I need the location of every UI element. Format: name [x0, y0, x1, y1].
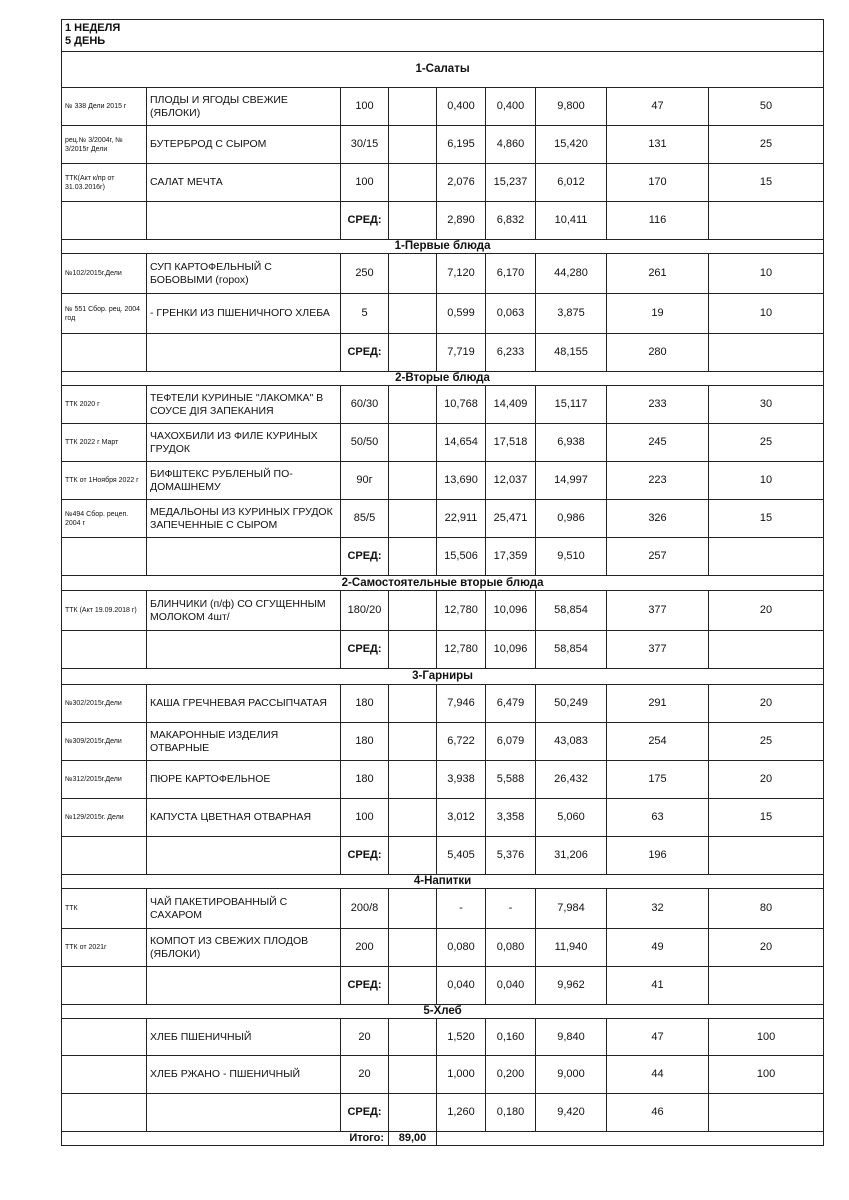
dish-name: ХЛЕБ ПШЕНИЧНЫЙ	[147, 1019, 341, 1056]
avg-proteins: 7,719	[437, 334, 486, 372]
price: 10	[709, 462, 824, 500]
average-row	[62, 1094, 824, 1132]
total-label-text: Итого:	[349, 1132, 384, 1144]
empty-cell	[62, 334, 147, 372]
recipe-ref: ТТК(Акт к/пр от 31.03.2016г)	[62, 164, 147, 202]
calories: 170	[607, 164, 709, 202]
average-label: СРЕД:	[341, 334, 389, 372]
fats: 12,037	[486, 462, 536, 500]
proteins: 0,400	[437, 88, 486, 126]
avg-fats: 0,180	[486, 1094, 536, 1132]
dish-name: САЛАТ МЕЧТА	[147, 164, 341, 202]
portion: 5	[341, 294, 389, 334]
empty-cell	[709, 538, 824, 576]
dish-row	[62, 799, 824, 837]
empty-cell	[709, 837, 824, 875]
calories: 44	[607, 1056, 709, 1094]
empty-cell	[62, 1094, 147, 1132]
portion: 180	[341, 761, 389, 799]
empty-cell	[389, 254, 437, 294]
empty-cell	[389, 685, 437, 723]
avg-calories: 377	[607, 631, 709, 669]
avg-calories: 196	[607, 837, 709, 875]
calories: 175	[607, 761, 709, 799]
price: 20	[709, 591, 824, 631]
dish-row	[62, 462, 824, 500]
avg-carbs: 9,420	[536, 1094, 607, 1132]
section-row	[62, 875, 824, 889]
week-label: 1 НЕДЕЛЯ	[65, 22, 121, 34]
empty-cell	[389, 126, 437, 164]
empty-cell	[389, 88, 437, 126]
section-row	[62, 372, 824, 386]
dish-row	[62, 254, 824, 294]
fats: 6,479	[486, 685, 536, 723]
fats: 0,200	[486, 1056, 536, 1094]
avg-carbs: 31,206	[536, 837, 607, 875]
empty-cell	[709, 202, 824, 240]
dish-row	[62, 1019, 824, 1056]
proteins: 12,780	[437, 591, 486, 631]
carbs: 3,875	[536, 294, 607, 334]
proteins: 10,768	[437, 386, 486, 424]
dish-row	[62, 1056, 824, 1094]
price: 100	[709, 1056, 824, 1094]
avg-proteins: 0,040	[437, 967, 486, 1005]
calories: 47	[607, 1019, 709, 1056]
carbs: 50,249	[536, 685, 607, 723]
carbs: 15,420	[536, 126, 607, 164]
empty-cell	[62, 202, 147, 240]
carbs: 9,000	[536, 1056, 607, 1094]
empty-cell	[147, 538, 341, 576]
portion: 250	[341, 254, 389, 294]
empty-cell	[389, 1019, 437, 1056]
calories: 49	[607, 929, 709, 967]
fats: 14,409	[486, 386, 536, 424]
empty-cell	[709, 967, 824, 1005]
price: 25	[709, 424, 824, 462]
avg-proteins: 2,890	[437, 202, 486, 240]
carbs: 11,940	[536, 929, 607, 967]
avg-fats: 17,359	[486, 538, 536, 576]
dish-name: БУТЕРБРОД С СЫРОМ	[147, 126, 341, 164]
calories: 245	[607, 424, 709, 462]
proteins: 1,520	[437, 1019, 486, 1056]
dish-name: ЧАХОХБИЛИ ИЗ ФИЛЕ КУРИНЫХ ГРУДОК	[147, 424, 341, 462]
average-row	[62, 837, 824, 875]
empty-cell	[147, 837, 341, 875]
empty-cell	[709, 334, 824, 372]
empty-cell	[62, 1132, 147, 1146]
fats: 3,358	[486, 799, 536, 837]
avg-fats: 6,233	[486, 334, 536, 372]
average-label: СРЕД:	[341, 202, 389, 240]
average-label: СРЕД:	[341, 538, 389, 576]
recipe-ref: № 338 Дели 2015 г	[62, 88, 147, 126]
portion: 180/20	[341, 591, 389, 631]
proteins: 7,120	[437, 254, 486, 294]
calories: 131	[607, 126, 709, 164]
carbs: 9,800	[536, 88, 607, 126]
average-label: СРЕД:	[341, 837, 389, 875]
section-title: 2-Самостоятельные вторые блюда	[62, 576, 824, 591]
section-title: 3-Гарниры	[62, 669, 824, 685]
portion: 200/8	[341, 889, 389, 929]
carbs: 7,984	[536, 889, 607, 929]
empty-cell	[709, 631, 824, 669]
portion: 90г	[341, 462, 389, 500]
recipe-ref: №494 Сбор. рецеп. 2004 г	[62, 500, 147, 538]
avg-proteins: 5,405	[437, 837, 486, 875]
average-row	[62, 538, 824, 576]
recipe-ref: №102/2015г.Дели	[62, 254, 147, 294]
section-title: 1-Первые блюда	[62, 240, 824, 254]
calories: 254	[607, 723, 709, 761]
avg-calories: 46	[607, 1094, 709, 1132]
recipe-ref: №309/2015г.Дели	[62, 723, 147, 761]
dish-name: - ГРЕНКИ ИЗ ПШЕНИЧНОГО ХЛЕБА	[147, 294, 341, 334]
price: 80	[709, 889, 824, 929]
price: 15	[709, 799, 824, 837]
recipe-ref: ТТК 2020 г	[62, 386, 147, 424]
carbs: 43,083	[536, 723, 607, 761]
empty-cell	[147, 334, 341, 372]
total-row	[62, 1132, 824, 1146]
empty-cell	[389, 799, 437, 837]
section-row	[62, 576, 824, 591]
dish-row	[62, 386, 824, 424]
average-label: СРЕД:	[341, 967, 389, 1005]
calories: 32	[607, 889, 709, 929]
section-row	[62, 52, 824, 88]
dish-row	[62, 889, 824, 929]
avg-fats: 10,096	[486, 631, 536, 669]
carbs: 9,840	[536, 1019, 607, 1056]
fats: 17,518	[486, 424, 536, 462]
section-title: 2-Вторые блюда	[62, 372, 824, 386]
proteins: 6,195	[437, 126, 486, 164]
dish-row	[62, 500, 824, 538]
proteins: 2,076	[437, 164, 486, 202]
empty-cell	[389, 500, 437, 538]
empty-cell	[389, 294, 437, 334]
fats: 4,860	[486, 126, 536, 164]
price: 10	[709, 294, 824, 334]
average-row	[62, 967, 824, 1005]
price: 50	[709, 88, 824, 126]
empty-cell	[389, 462, 437, 500]
empty-cell	[709, 1094, 824, 1132]
average-label: СРЕД:	[341, 1094, 389, 1132]
avg-fats: 0,040	[486, 967, 536, 1005]
recipe-ref: №302/2015г.Дели	[62, 685, 147, 723]
dish-name: МАКАРОННЫЕ ИЗДЕЛИЯ ОТВАРНЫЕ	[147, 723, 341, 761]
price: 30	[709, 386, 824, 424]
empty-cell	[389, 929, 437, 967]
dish-name: ПЮРЕ КАРТОФЕЛЬНОЕ	[147, 761, 341, 799]
fats: 25,471	[486, 500, 536, 538]
dish-name: КАША ГРЕЧНЕВАЯ РАССЫПЧАТАЯ	[147, 685, 341, 723]
proteins: 0,599	[437, 294, 486, 334]
recipe-ref: ТТК от 1Ноября 2022 г	[62, 462, 147, 500]
empty-cell	[389, 723, 437, 761]
recipe-ref: №129/2015г. Дели	[62, 799, 147, 837]
price: 100	[709, 1019, 824, 1056]
empty-cell	[62, 967, 147, 1005]
empty-cell	[389, 164, 437, 202]
recipe-ref: №312/2015г.Дели	[62, 761, 147, 799]
portion: 20	[341, 1056, 389, 1094]
avg-proteins: 12,780	[437, 631, 486, 669]
portion: 100	[341, 164, 389, 202]
menu-table	[61, 19, 824, 1146]
section-row	[62, 240, 824, 254]
dish-row	[62, 424, 824, 462]
empty-cell	[62, 837, 147, 875]
average-label: СРЕД:	[341, 631, 389, 669]
empty-cell	[62, 631, 147, 669]
price: 15	[709, 164, 824, 202]
recipe-ref	[62, 1019, 147, 1056]
proteins: -	[437, 889, 486, 929]
average-row	[62, 631, 824, 669]
recipe-ref: ТТК	[62, 889, 147, 929]
portion: 30/15	[341, 126, 389, 164]
menu-sheet	[61, 19, 823, 1144]
dish-row	[62, 88, 824, 126]
header-row	[62, 20, 824, 52]
header-cell	[62, 20, 824, 52]
carbs: 0,986	[536, 500, 607, 538]
carbs: 58,854	[536, 591, 607, 631]
empty-cell	[389, 424, 437, 462]
empty-cell	[437, 1132, 824, 1146]
total-label	[147, 1132, 389, 1146]
recipe-ref: ТТК (Акт 19.09.2018 г)	[62, 591, 147, 631]
calories: 326	[607, 500, 709, 538]
empty-cell	[147, 1094, 341, 1132]
proteins: 3,938	[437, 761, 486, 799]
recipe-ref: рец.№ 3/2004г, № 3/2015г Дели	[62, 126, 147, 164]
empty-cell	[389, 386, 437, 424]
avg-carbs: 58,854	[536, 631, 607, 669]
recipe-ref	[62, 1056, 147, 1094]
dish-name: КАПУСТА ЦВЕТНАЯ ОТВАРНАЯ	[147, 799, 341, 837]
section-row	[62, 1005, 824, 1019]
carbs: 5,060	[536, 799, 607, 837]
section-title: 1-Салаты	[62, 52, 824, 88]
price: 25	[709, 723, 824, 761]
empty-cell	[389, 538, 437, 576]
portion: 85/5	[341, 500, 389, 538]
carbs: 44,280	[536, 254, 607, 294]
carbs: 26,432	[536, 761, 607, 799]
fats: 5,588	[486, 761, 536, 799]
dish-name: ХЛЕБ РЖАНО - ПШЕНИЧНЫЙ	[147, 1056, 341, 1094]
fats: 6,170	[486, 254, 536, 294]
fats: 6,079	[486, 723, 536, 761]
empty-cell	[62, 538, 147, 576]
proteins: 13,690	[437, 462, 486, 500]
carbs: 14,997	[536, 462, 607, 500]
empty-cell	[389, 889, 437, 929]
price: 20	[709, 761, 824, 799]
fats: 0,400	[486, 88, 536, 126]
calories: 233	[607, 386, 709, 424]
fats: 15,237	[486, 164, 536, 202]
portion: 100	[341, 88, 389, 126]
calories: 223	[607, 462, 709, 500]
calories: 47	[607, 88, 709, 126]
dish-row	[62, 723, 824, 761]
price: 25	[709, 126, 824, 164]
avg-calories: 41	[607, 967, 709, 1005]
recipe-ref: ТТК от 2021г	[62, 929, 147, 967]
proteins: 3,012	[437, 799, 486, 837]
portion: 180	[341, 685, 389, 723]
calories: 261	[607, 254, 709, 294]
proteins: 7,946	[437, 685, 486, 723]
section-title: 5-Хлеб	[62, 1005, 824, 1019]
calories: 63	[607, 799, 709, 837]
section-title: 4-Напитки	[62, 875, 824, 889]
empty-cell	[147, 631, 341, 669]
avg-carbs: 9,962	[536, 967, 607, 1005]
day-label: 5 ДЕНЬ	[65, 35, 106, 47]
proteins: 6,722	[437, 723, 486, 761]
empty-cell	[389, 1094, 437, 1132]
dish-name: МЕДАЛЬОНЫ ИЗ КУРИНЫХ ГРУДОК ЗАПЕЧЕННЫЕ С СЫРОМ	[147, 500, 341, 538]
portion: 200	[341, 929, 389, 967]
average-row	[62, 334, 824, 372]
empty-cell	[389, 334, 437, 372]
avg-proteins: 15,506	[437, 538, 486, 576]
dish-row	[62, 761, 824, 799]
dish-name: БИФШТЕКС РУБЛЕНЫЙ ПО-ДОМАШНЕМУ	[147, 462, 341, 500]
dish-name: КОМПОТ ИЗ СВЕЖИХ ПЛОДОВ (ЯБЛОКИ)	[147, 929, 341, 967]
dish-name: ПЛОДЫ И ЯГОДЫ СВЕЖИЕ (ЯБЛОКИ)	[147, 88, 341, 126]
avg-calories: 280	[607, 334, 709, 372]
empty-cell	[147, 202, 341, 240]
empty-cell	[389, 202, 437, 240]
empty-cell	[389, 761, 437, 799]
dish-row	[62, 929, 824, 967]
empty-cell	[389, 967, 437, 1005]
portion: 50/50	[341, 424, 389, 462]
carbs: 6,938	[536, 424, 607, 462]
total-value: 89,00	[389, 1132, 437, 1146]
fats: 10,096	[486, 591, 536, 631]
portion: 180	[341, 723, 389, 761]
dish-name: СУП КАРТОФЕЛЬНЫЙ С БОБОВЫМИ (горох)	[147, 254, 341, 294]
proteins: 1,000	[437, 1056, 486, 1094]
empty-cell	[389, 591, 437, 631]
avg-carbs: 10,411	[536, 202, 607, 240]
empty-cell	[389, 837, 437, 875]
avg-calories: 257	[607, 538, 709, 576]
portion: 60/30	[341, 386, 389, 424]
dish-row	[62, 164, 824, 202]
avg-fats: 6,832	[486, 202, 536, 240]
dish-name: ТЕФТЕЛИ КУРИНЫЕ "ЛАКОМКА" В СОУСЕ ДIЯ ЗАПЕКАНИЯ	[147, 386, 341, 424]
avg-fats: 5,376	[486, 837, 536, 875]
recipe-ref: ТТК 2022 г Март	[62, 424, 147, 462]
dish-row	[62, 126, 824, 164]
price: 15	[709, 500, 824, 538]
avg-carbs: 9,510	[536, 538, 607, 576]
empty-cell	[389, 631, 437, 669]
carbs: 6,012	[536, 164, 607, 202]
carbs: 15,117	[536, 386, 607, 424]
recipe-ref: № 551 Сбор. рец. 2004 год	[62, 294, 147, 334]
dish-row	[62, 591, 824, 631]
price: 20	[709, 685, 824, 723]
proteins: 22,911	[437, 500, 486, 538]
price: 20	[709, 929, 824, 967]
portion: 100	[341, 799, 389, 837]
fats: 0,080	[486, 929, 536, 967]
dish-row	[62, 685, 824, 723]
dish-name: БЛИНЧИКИ (п/ф) СО СГУЩЕННЫМ МОЛОКОМ 4шт/	[147, 591, 341, 631]
avg-proteins: 1,260	[437, 1094, 486, 1132]
calories: 291	[607, 685, 709, 723]
fats: 0,063	[486, 294, 536, 334]
dish-name: ЧАЙ ПАКЕТИРОВАННЫЙ С САХАРОМ	[147, 889, 341, 929]
section-row	[62, 669, 824, 685]
dish-row	[62, 294, 824, 334]
average-row	[62, 202, 824, 240]
empty-cell	[389, 1056, 437, 1094]
calories: 19	[607, 294, 709, 334]
avg-calories: 116	[607, 202, 709, 240]
fats: 0,160	[486, 1019, 536, 1056]
proteins: 0,080	[437, 929, 486, 967]
calories: 377	[607, 591, 709, 631]
proteins: 14,654	[437, 424, 486, 462]
price: 10	[709, 254, 824, 294]
fats: -	[486, 889, 536, 929]
empty-cell	[147, 967, 341, 1005]
portion: 20	[341, 1019, 389, 1056]
avg-carbs: 48,155	[536, 334, 607, 372]
